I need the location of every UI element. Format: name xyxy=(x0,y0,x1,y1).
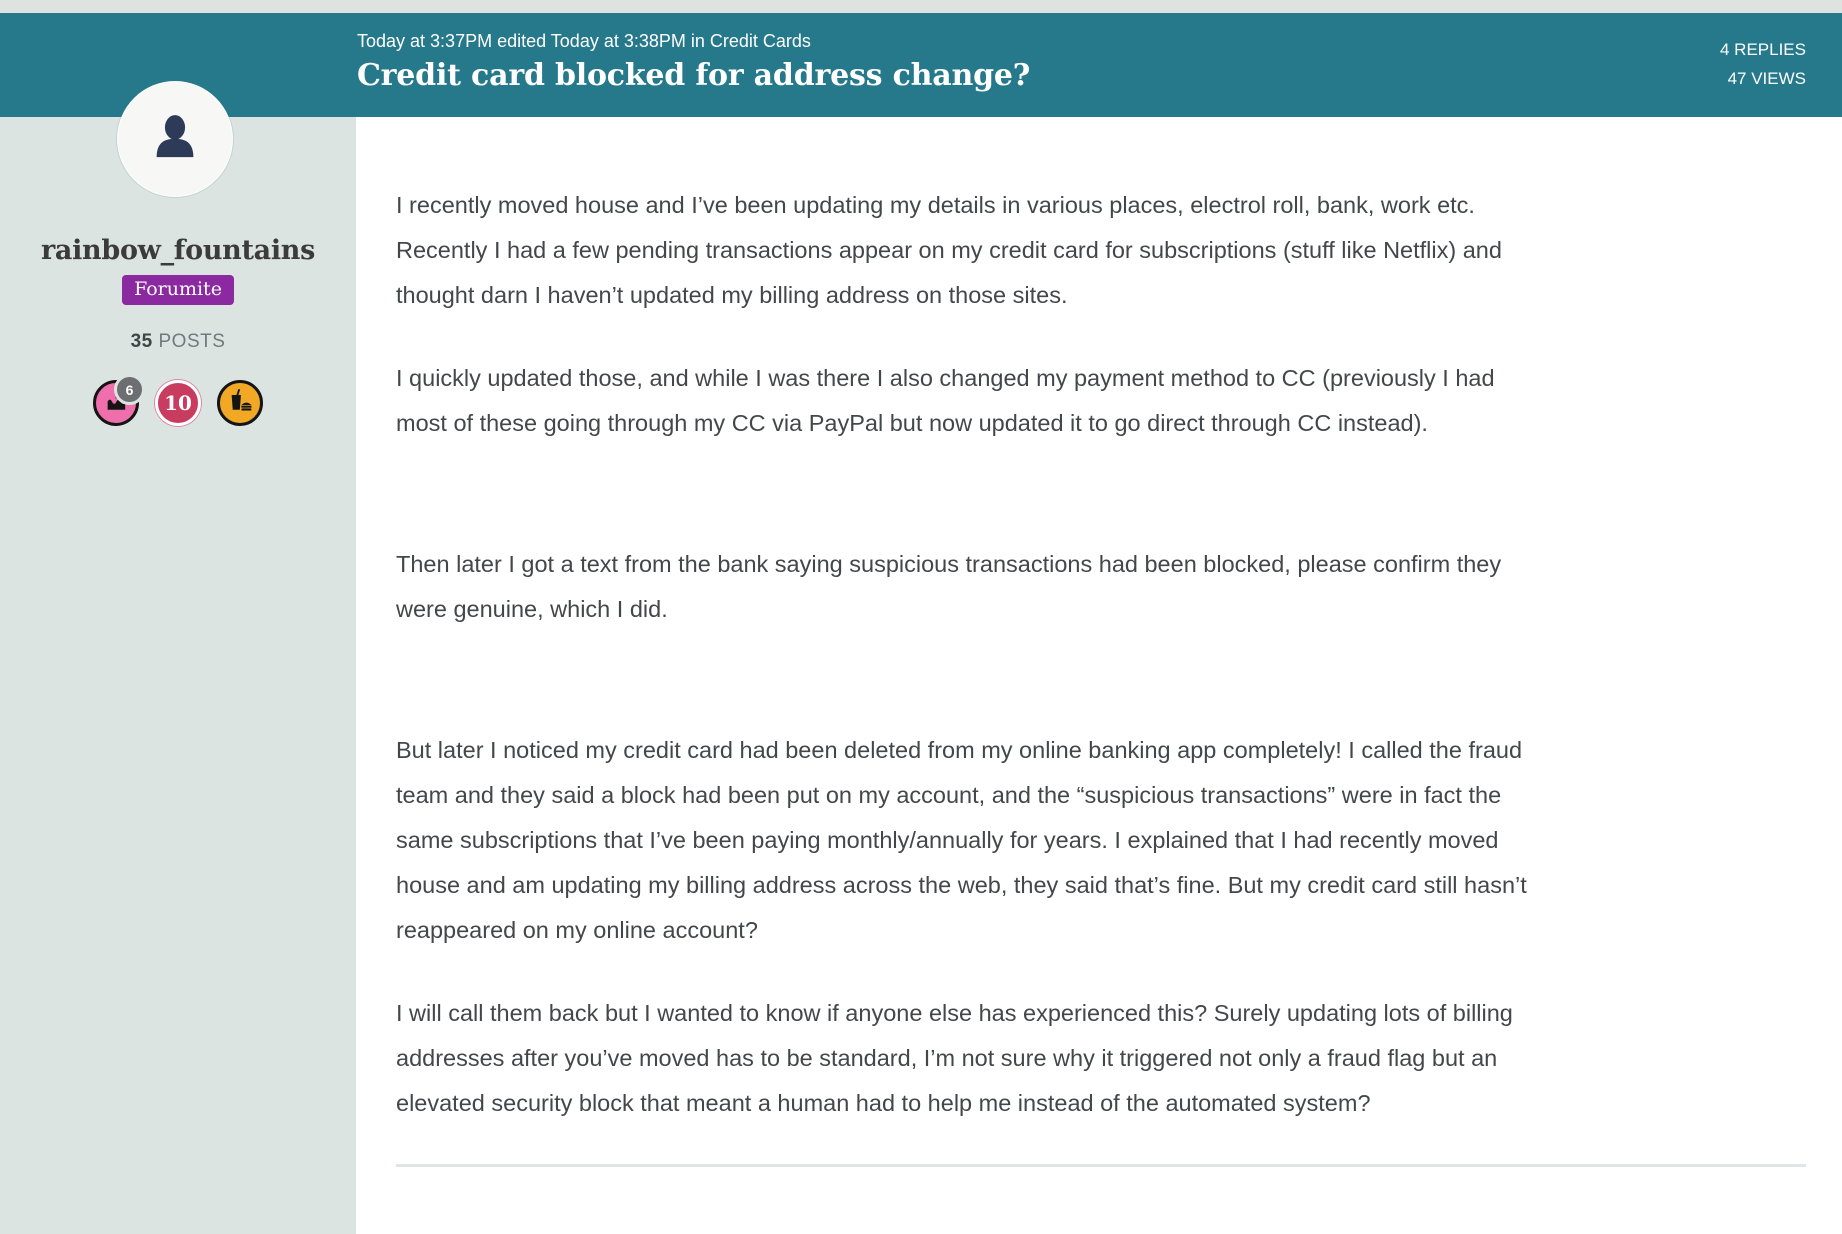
birthday-badge[interactable] xyxy=(93,380,139,426)
award-badges xyxy=(0,380,356,426)
thread-meta[interactable]: Today at 3:37PM edited Today at 3:38PM in Credit Cards xyxy=(357,31,811,51)
post-count xyxy=(0,331,356,353)
post-paragraph: I quickly updated those, and while I was there I also changed my payment method to CC (previously I had most of these going through my CC via PayPal but now updated it to go direct through CC instead). xyxy=(396,365,1495,436)
birthday-count-badge: 6 xyxy=(114,374,145,405)
post-body xyxy=(396,183,1806,1126)
top-strip xyxy=(0,0,1842,13)
post-paragraph: I recently moved house and I’ve been updating my details in various places, electrol roll, bank, work etc. Recently I had a few pending transactions appear on my credit card for subscriptions (stuff like Netflix) and thought darn I haven’t updated my billing address on those sites. xyxy=(396,192,1502,308)
post-paragraph: I will call them back but I wanted to know if anyone else has experienced this? Surely updating lots of billing addresses after you’ve moved has to be standard, I’m not sure why it triggered not only a fraud flag but an elevated security block that meant a human had to help me instead of the automated system? xyxy=(396,1000,1513,1116)
post-divider xyxy=(396,1164,1806,1167)
rating-badge[interactable] xyxy=(155,380,201,426)
thread-title: Credit card blocked for address change? xyxy=(357,58,1031,93)
avatar[interactable] xyxy=(117,81,233,197)
post-paragraph: Then later I got a text from the bank saying suspicious transactions had been blocked, please confirm they were genuine, which I did. xyxy=(396,551,1502,622)
rating-value: 10 xyxy=(164,391,192,415)
author-sidebar xyxy=(0,117,356,1234)
drink-burger-icon xyxy=(227,387,254,419)
post-count-label: POSTS xyxy=(158,331,226,352)
post-paragraph-spacer xyxy=(396,484,1548,504)
person-icon xyxy=(147,109,203,170)
food-drink-badge[interactable] xyxy=(217,380,263,426)
post-count-number: 35 xyxy=(130,331,153,352)
post-content-panel xyxy=(356,117,1842,1234)
replies-count: 4 REPLIES xyxy=(1720,40,1806,59)
views-count: 47 VIEWS xyxy=(1727,69,1806,88)
thread-stats xyxy=(1720,35,1806,93)
role-badge: Forumite xyxy=(122,275,234,305)
thread-header xyxy=(0,13,1842,117)
post-paragraph: But later I noticed my credit card had been deleted from my online banking app completely! I called the fraud team and they said a block had been put on my account, and the “suspicious transactions” were in fact the same subscriptions that I’ve been paying monthly/annually for years. I explained that I had recently moved house and am updating my billing address across the web, they said that’s fine. But my credit card still hasn’t reappeared on my online account? xyxy=(396,737,1527,943)
post-paragraph-spacer xyxy=(396,670,1548,690)
username[interactable]: rainbow_fountains xyxy=(40,235,316,266)
